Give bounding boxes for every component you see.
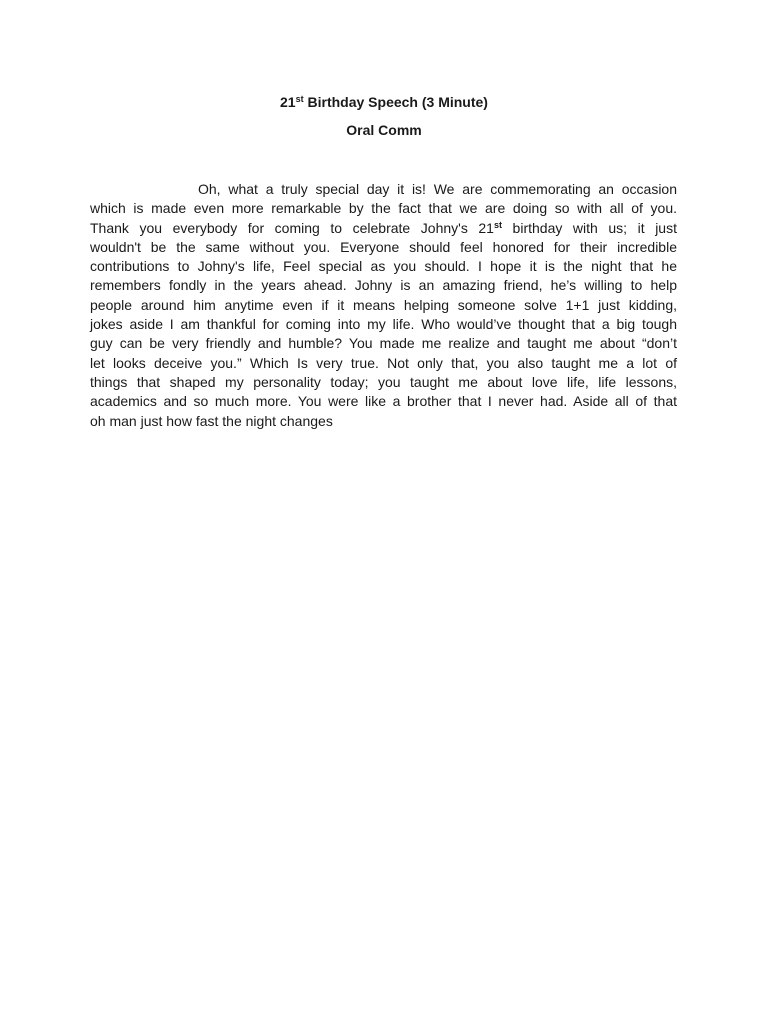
title-block [0,93,768,139]
title-number: 21 [280,94,296,110]
paragraph-line [90,219,677,238]
paragraph-line: Oh, what a truly special day it is! We are commemorating an occasion [198,181,677,197]
paragraph-line-text: birthday with us; it just [501,219,677,236]
paragraph-line: things that shaped my personality today; you taught me about love life, life lessons, [90,373,677,390]
paragraph-line: oh man just how fast the night changes [90,412,333,429]
paragraph-line: people around him anytime even if it means helping someone solve 1+1 just kidding, [90,296,677,313]
ordinal-suffix: st [493,219,502,230]
paragraph-line: academics and so much more. You were like a brother that I never had. Aside all of that [90,393,677,410]
paragraph-line: guy can be very friendly and humble? You made me realize and taught me about “don’t [90,335,677,352]
paragraph-line: remembers fondly in the years ahead. Johny is an amazing friend, he’s willing to help [90,277,677,294]
paragraph-line: contributions to Johny's life, Feel special as you should. I hope it is the night that he [90,258,677,275]
speech-paragraph [90,180,677,431]
paragraph-line: which is made even more remarkable by the fact that we are doing so with all of you. [90,200,677,217]
title-ordinal-suffix: st [295,94,304,104]
paragraph-line-text: Thank you everybody for coming to celebrate Johny's 21 [90,219,494,236]
paragraph-line: let looks deceive you.” Which Is very true. Not only that, you also taught me a lot of [90,354,677,371]
paragraph-line: jokes aside I am thankful for coming into my life. Who would’ve thought that a big tough [90,316,677,333]
document-subtitle: Oral Comm [346,122,422,138]
title-text: Birthday Speech (3 Minute) [303,94,488,110]
document-title [0,93,768,111]
paragraph-line: wouldn't be the same without you. Everyone should feel honored for their incredible [90,238,677,255]
